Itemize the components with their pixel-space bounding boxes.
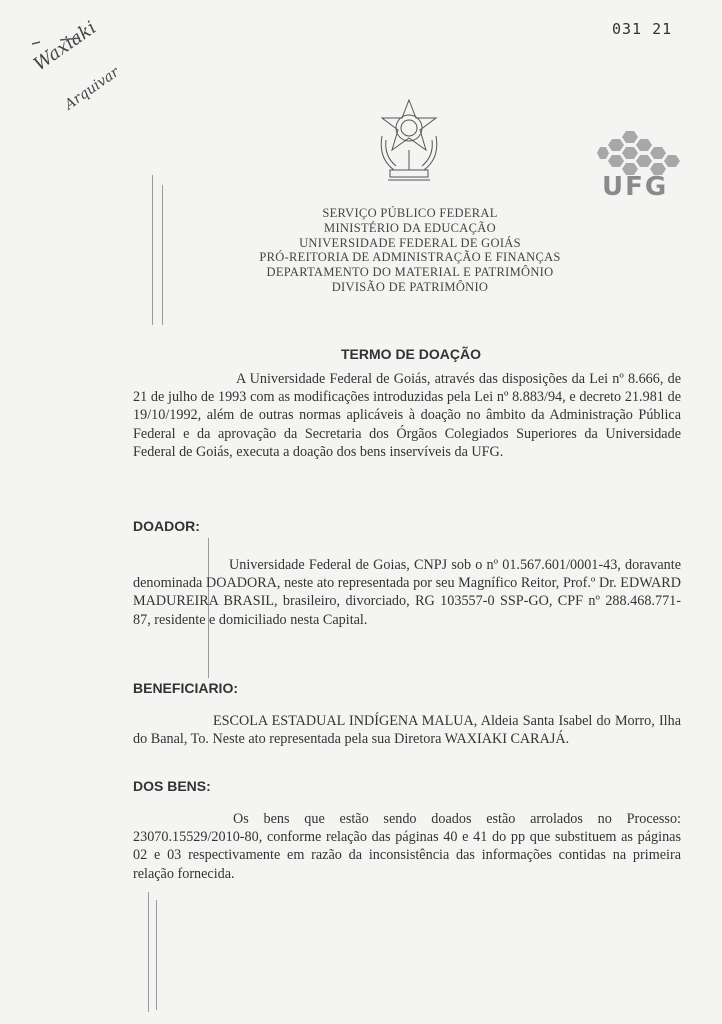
beneficiario-paragraph: ESCOLA ESTADUAL INDÍGENA MALUA, Aldeia Santa Isabel do Morro, Ilha do Banal, To. Neste ato representada pela sua Diretora WAXIAKI CARAJÁ. [133,713,681,748]
ufg-logo-text: UFG [602,172,669,202]
intro-paragraph: A Universidade Federal de Goiás, através das disposições da Lei nº 8.666, de 21 de julho de 1993 com as modificações introduzidas pela Lei nº 8.883/94, e decreto 21.981 de 19/10/1992, além de outras normas aplicáveis à doação no âmbito da Administração Pública Federal e da aprovação da Secretaria dos Órgãos Colegiados Superiores da Universidade Federal de Goiás, executa a doação dos bens inservíveis da UFG. [133,371,681,460]
doador-paragraph: Universidade Federal de Goias, CNPJ sob o nº 01.567.601/0001-43, doravante denominada DOADORA, neste ato representada por seu Magnífico Reitor, Prof.º Dr. EDWARD MADUREIRA BRASIL, brasileiro, divorciado, RG 103557-0 SSP-GO, CPF nº 288.468.771-87, residente e domiciliado nesta Capital. [133,557,681,628]
bens-paragraph: Os bens que estão sendo doados estão arrolados no Processo: 23070.15529/2010-80, conforme relação das páginas 40 e 41 do pp que substituem as páginas 02 e 03 respectivamente em razão da inconsistência das informações contidas na primeira relação fornecida. [133,811,681,882]
beneficiario-heading: BENEFICIARIO: [133,680,238,696]
scan-line [148,892,149,1012]
handwritten-note: Waxiaki [30,17,101,76]
scan-line [162,185,163,325]
brazil-coat-of-arms-icon [374,96,444,186]
header-line: DEPARTAMENTO DO MATERIAL E PATRIMÔNIO [266,265,554,280]
bens-heading: DOS BENS: [133,778,211,794]
header-line: SERVIÇO PÚBLICO FEDERAL [322,206,498,220]
doador-heading: DOADOR: [133,518,200,534]
header-line: DIVISÃO DE PATRIMÔNIO [331,279,489,294]
scan-line [156,900,157,1010]
document-title: TERMO DE DOAÇÃO [341,346,481,362]
header-line: UNIVERSIDADE FEDERAL DE GOIÁS [299,235,521,250]
header-line: PRÓ-REITORIA DE ADMINISTRAÇÃO E FINANÇAS [259,250,561,265]
header-line: MINISTÉRIO DA EDUCAÇÃO [324,220,496,235]
handwritten-stroke-icon [30,30,90,50]
handwritten-note: Arquivar [62,64,123,114]
institution-header [230,206,590,295]
scan-line [152,175,153,325]
stamp-number: 031 21 [612,20,673,38]
